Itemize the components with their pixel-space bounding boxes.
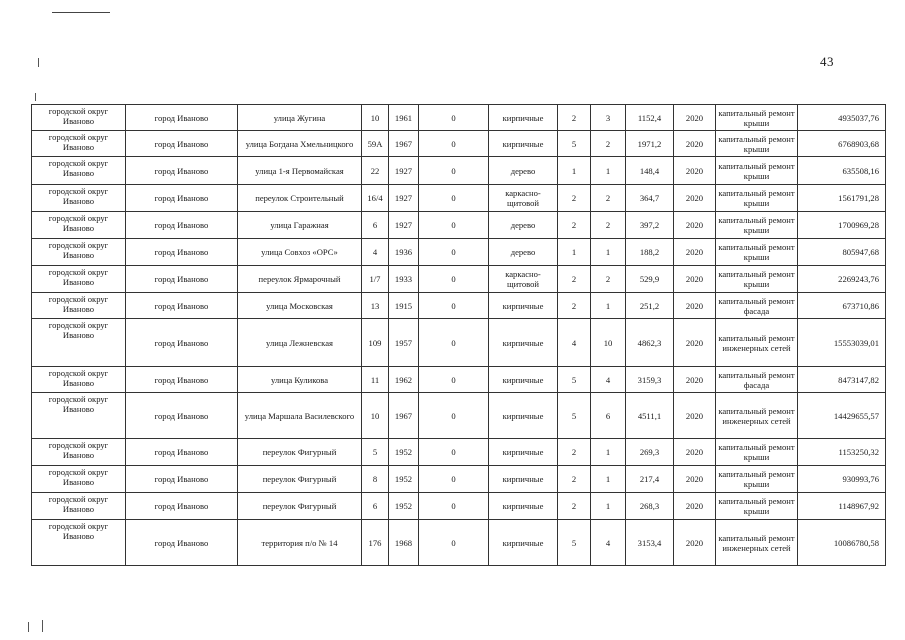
cost-cell: 14429655,57 — [798, 393, 886, 439]
build-year-cell: 1957 — [389, 319, 419, 367]
cost-cell: 635508,16 — [798, 157, 886, 185]
table-row — [32, 105, 886, 131]
page-number: 43 — [820, 54, 834, 69]
area-cell: 268,3 — [626, 493, 674, 520]
city-cell: город Иваново — [126, 266, 238, 293]
housing-registry-table — [31, 104, 886, 566]
table-row — [32, 212, 886, 239]
zero-value-cell: 0 — [419, 131, 489, 157]
house-number-cell: 6 — [362, 493, 389, 520]
area-cell: 4511,1 — [626, 393, 674, 439]
city-cell: город Иваново — [126, 212, 238, 239]
build-year-cell: 1927 — [389, 157, 419, 185]
margin-mark — [35, 93, 36, 101]
plan-year-cell: 2020 — [674, 367, 716, 393]
city-cell: город Иваново — [126, 439, 238, 466]
build-year-cell: 1933 — [389, 266, 419, 293]
cost-cell: 673710,86 — [798, 293, 886, 319]
house-number-cell: 8 — [362, 466, 389, 493]
work-type-cell: капитальный ремонт крыши — [716, 157, 798, 185]
district-cell: городской округ Иваново — [32, 239, 126, 266]
plan-year-cell: 2020 — [674, 439, 716, 466]
street-cell: переулок Строительный — [238, 185, 362, 212]
floors-cell: 2 — [558, 466, 591, 493]
build-year-cell: 1927 — [389, 185, 419, 212]
floors-cell: 2 — [558, 105, 591, 131]
street-cell: переулок Ярмарочный — [238, 266, 362, 293]
cost-cell: 4935037,76 — [798, 105, 886, 131]
area-cell: 4862,3 — [626, 319, 674, 367]
area-cell: 269,3 — [626, 439, 674, 466]
plan-year-cell: 2020 — [674, 493, 716, 520]
plan-year-cell: 2020 — [674, 520, 716, 566]
cost-cell: 8473147,82 — [798, 367, 886, 393]
house-number-cell: 10 — [362, 393, 389, 439]
house-number-cell: 22 — [362, 157, 389, 185]
zero-value-cell: 0 — [419, 212, 489, 239]
wall-material-cell: кирпичные — [489, 439, 558, 466]
cost-cell: 1561791,28 — [798, 185, 886, 212]
zero-value-cell: 0 — [419, 293, 489, 319]
build-year-cell: 1967 — [389, 131, 419, 157]
city-cell: город Иваново — [126, 293, 238, 319]
entrances-cell: 4 — [591, 367, 626, 393]
floors-cell: 1 — [558, 239, 591, 266]
cost-cell: 15553039,01 — [798, 319, 886, 367]
city-cell: город Иваново — [126, 185, 238, 212]
area-cell: 1971,2 — [626, 131, 674, 157]
work-type-cell: капитальный ремонт крыши — [716, 105, 798, 131]
zero-value-cell: 0 — [419, 157, 489, 185]
wall-material-cell: кирпичные — [489, 466, 558, 493]
wall-material-cell: каркасно-щитовой — [489, 266, 558, 293]
table-row — [32, 393, 886, 439]
floors-cell: 5 — [558, 520, 591, 566]
cost-cell: 10086780,58 — [798, 520, 886, 566]
house-number-cell: 11 — [362, 367, 389, 393]
area-cell: 188,2 — [626, 239, 674, 266]
zero-value-cell: 0 — [419, 105, 489, 131]
floors-cell: 2 — [558, 493, 591, 520]
wall-material-cell: дерево — [489, 157, 558, 185]
work-type-cell: капитальный ремонт инженерных сетей — [716, 319, 798, 367]
city-cell: город Иваново — [126, 105, 238, 131]
work-type-cell: капитальный ремонт крыши — [716, 239, 798, 266]
build-year-cell: 1967 — [389, 393, 419, 439]
floors-cell: 5 — [558, 393, 591, 439]
zero-value-cell: 0 — [419, 319, 489, 367]
area-cell: 1152,4 — [626, 105, 674, 131]
table-row — [32, 185, 886, 212]
work-type-cell: капитальный ремонт фасада — [716, 367, 798, 393]
street-cell: переулок Фигурный — [238, 493, 362, 520]
district-cell: городской округ Иваново — [32, 293, 126, 319]
street-cell: улица Московская — [238, 293, 362, 319]
entrances-cell: 1 — [591, 157, 626, 185]
plan-year-cell: 2020 — [674, 293, 716, 319]
district-cell: городской округ Иваново — [32, 439, 126, 466]
street-cell: территория п/о № 14 — [238, 520, 362, 566]
table-row — [32, 493, 886, 520]
zero-value-cell: 0 — [419, 367, 489, 393]
wall-material-cell: дерево — [489, 239, 558, 266]
entrances-cell: 4 — [591, 520, 626, 566]
work-type-cell: капитальный ремонт крыши — [716, 439, 798, 466]
district-cell: городской округ Иваново — [32, 393, 126, 439]
floors-cell: 1 — [558, 157, 591, 185]
district-cell: городской округ Иваново — [32, 466, 126, 493]
wall-material-cell: кирпичные — [489, 105, 558, 131]
header-rule — [52, 12, 110, 13]
street-cell: улица Богдана Хмельницкого — [238, 131, 362, 157]
cost-cell: 1700969,28 — [798, 212, 886, 239]
work-type-cell: капитальный ремонт крыши — [716, 185, 798, 212]
floors-cell: 2 — [558, 439, 591, 466]
build-year-cell: 1952 — [389, 466, 419, 493]
table-row — [32, 131, 886, 157]
street-cell: улица Маршала Василевского — [238, 393, 362, 439]
table-row — [32, 239, 886, 266]
floors-cell: 2 — [558, 185, 591, 212]
plan-year-cell: 2020 — [674, 131, 716, 157]
street-cell: переулок Фигурный — [238, 466, 362, 493]
floors-cell: 2 — [558, 266, 591, 293]
floors-cell: 5 — [558, 131, 591, 157]
city-cell: город Иваново — [126, 493, 238, 520]
table-row — [32, 367, 886, 393]
district-cell: городской округ Иваново — [32, 367, 126, 393]
cost-cell: 2269243,76 — [798, 266, 886, 293]
entrances-cell: 2 — [591, 266, 626, 293]
floors-cell: 4 — [558, 319, 591, 367]
plan-year-cell: 2020 — [674, 266, 716, 293]
wall-material-cell: дерево — [489, 212, 558, 239]
floors-cell: 5 — [558, 367, 591, 393]
entrances-cell: 3 — [591, 105, 626, 131]
street-cell: улица Совхоз «ОРС» — [238, 239, 362, 266]
cost-cell: 6768903,68 — [798, 131, 886, 157]
floors-cell: 2 — [558, 293, 591, 319]
work-type-cell: капитальный ремонт крыши — [716, 266, 798, 293]
table-row — [32, 266, 886, 293]
city-cell: город Иваново — [126, 239, 238, 266]
table-row — [32, 293, 886, 319]
build-year-cell: 1952 — [389, 439, 419, 466]
entrances-cell: 2 — [591, 212, 626, 239]
plan-year-cell: 2020 — [674, 393, 716, 439]
work-type-cell: капитальный ремонт крыши — [716, 131, 798, 157]
build-year-cell: 1952 — [389, 493, 419, 520]
plan-year-cell: 2020 — [674, 157, 716, 185]
work-type-cell: капитальный ремонт крыши — [716, 493, 798, 520]
house-number-cell: 176 — [362, 520, 389, 566]
area-cell: 397,2 — [626, 212, 674, 239]
entrances-cell: 1 — [591, 439, 626, 466]
work-type-cell: капитальный ремонт инженерных сетей — [716, 393, 798, 439]
cost-cell: 1153250,32 — [798, 439, 886, 466]
street-cell: улица Гаражная — [238, 212, 362, 239]
table-row — [32, 439, 886, 466]
city-cell: город Иваново — [126, 520, 238, 566]
house-number-cell: 1/7 — [362, 266, 389, 293]
entrances-cell: 10 — [591, 319, 626, 367]
table-row — [32, 520, 886, 566]
plan-year-cell: 2020 — [674, 212, 716, 239]
entrances-cell: 1 — [591, 239, 626, 266]
street-cell: улица Куликова — [238, 367, 362, 393]
zero-value-cell: 0 — [419, 466, 489, 493]
street-cell: улица Жугина — [238, 105, 362, 131]
city-cell: город Иваново — [126, 367, 238, 393]
area-cell: 364,7 — [626, 185, 674, 212]
house-number-cell: 13 — [362, 293, 389, 319]
zero-value-cell: 0 — [419, 239, 489, 266]
table-row — [32, 319, 886, 367]
district-cell: городской округ Иваново — [32, 105, 126, 131]
margin-mark — [42, 620, 43, 632]
wall-material-cell: кирпичные — [489, 293, 558, 319]
wall-material-cell: кирпичные — [489, 131, 558, 157]
wall-material-cell: кирпичные — [489, 319, 558, 367]
work-type-cell: капитальный ремонт фасада — [716, 293, 798, 319]
plan-year-cell: 2020 — [674, 105, 716, 131]
wall-material-cell: кирпичные — [489, 367, 558, 393]
wall-material-cell: кирпичные — [489, 393, 558, 439]
build-year-cell: 1927 — [389, 212, 419, 239]
area-cell: 3159,3 — [626, 367, 674, 393]
plan-year-cell: 2020 — [674, 239, 716, 266]
zero-value-cell: 0 — [419, 493, 489, 520]
house-number-cell: 59А — [362, 131, 389, 157]
entrances-cell: 1 — [591, 466, 626, 493]
build-year-cell: 1915 — [389, 293, 419, 319]
street-cell: улица Лежневская — [238, 319, 362, 367]
plan-year-cell: 2020 — [674, 466, 716, 493]
zero-value-cell: 0 — [419, 266, 489, 293]
house-number-cell: 109 — [362, 319, 389, 367]
margin-mark — [28, 622, 29, 632]
street-cell: переулок Фигурный — [238, 439, 362, 466]
house-number-cell: 5 — [362, 439, 389, 466]
zero-value-cell: 0 — [419, 439, 489, 466]
entrances-cell: 6 — [591, 393, 626, 439]
build-year-cell: 1968 — [389, 520, 419, 566]
city-cell: город Иваново — [126, 466, 238, 493]
area-cell: 148,4 — [626, 157, 674, 185]
cost-cell: 1148967,92 — [798, 493, 886, 520]
zero-value-cell: 0 — [419, 393, 489, 439]
city-cell: город Иваново — [126, 319, 238, 367]
district-cell: городской округ Иваново — [32, 212, 126, 239]
table-row — [32, 466, 886, 493]
house-number-cell: 10 — [362, 105, 389, 131]
build-year-cell: 1962 — [389, 367, 419, 393]
district-cell: городской округ Иваново — [32, 266, 126, 293]
house-number-cell: 4 — [362, 239, 389, 266]
wall-material-cell: каркасно-щитовой — [489, 185, 558, 212]
district-cell: городской округ Иваново — [32, 131, 126, 157]
district-cell: городской округ Иваново — [32, 157, 126, 185]
city-cell: город Иваново — [126, 131, 238, 157]
city-cell: город Иваново — [126, 157, 238, 185]
wall-material-cell: кирпичные — [489, 493, 558, 520]
entrances-cell: 2 — [591, 131, 626, 157]
work-type-cell: капитальный ремонт крыши — [716, 466, 798, 493]
area-cell: 529,9 — [626, 266, 674, 293]
street-cell: улица 1-я Первомайская — [238, 157, 362, 185]
cost-cell: 805947,68 — [798, 239, 886, 266]
floors-cell: 2 — [558, 212, 591, 239]
area-cell: 3153,4 — [626, 520, 674, 566]
city-cell: город Иваново — [126, 393, 238, 439]
house-number-cell: 6 — [362, 212, 389, 239]
cost-cell: 930993,76 — [798, 466, 886, 493]
build-year-cell: 1961 — [389, 105, 419, 131]
district-cell: городской округ Иваново — [32, 185, 126, 212]
wall-material-cell: кирпичные — [489, 520, 558, 566]
build-year-cell: 1936 — [389, 239, 419, 266]
district-cell: городской округ Иваново — [32, 493, 126, 520]
entrances-cell: 2 — [591, 185, 626, 212]
work-type-cell: капитальный ремонт крыши — [716, 212, 798, 239]
entrances-cell: 1 — [591, 293, 626, 319]
zero-value-cell: 0 — [419, 185, 489, 212]
zero-value-cell: 0 — [419, 520, 489, 566]
plan-year-cell: 2020 — [674, 319, 716, 367]
table-row — [32, 157, 886, 185]
house-number-cell: 16/4 — [362, 185, 389, 212]
area-cell: 251,2 — [626, 293, 674, 319]
entrances-cell: 1 — [591, 493, 626, 520]
area-cell: 217,4 — [626, 466, 674, 493]
work-type-cell: капитальный ремонт инженерных сетей — [716, 520, 798, 566]
plan-year-cell: 2020 — [674, 185, 716, 212]
district-cell: городской округ Иваново — [32, 319, 126, 367]
district-cell: городской округ Иваново — [32, 520, 126, 566]
margin-mark — [38, 58, 39, 67]
